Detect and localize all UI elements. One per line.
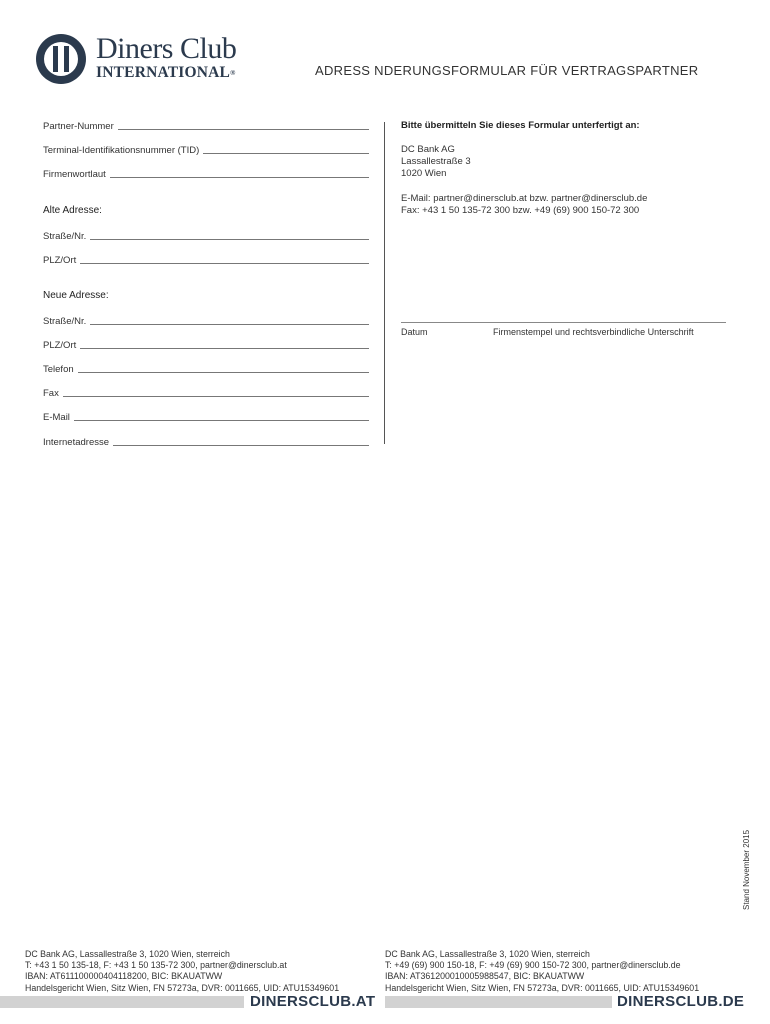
footer-band-at	[0, 996, 244, 1008]
neu-plz-field[interactable]: PLZ/Ort	[43, 337, 369, 351]
fax-field[interactable]: Fax	[43, 385, 369, 399]
footer-at-line: Handelsgericht Wien, Sitz Wien, FN 57273a, DVR: 0011665, UID: ATU15349601	[25, 982, 340, 993]
email-field[interactable]: E-Mail	[43, 409, 369, 423]
alt-strasse-field[interactable]: Straße/Nr.	[43, 228, 369, 242]
firmenwortlaut-field[interactable]: Firmenwortlaut	[43, 166, 369, 180]
footer-at-line: IBAN: AT611100000404118200, BIC: BKAUATWW	[25, 971, 223, 982]
footer-de-line: Handelsgericht Wien, Sitz Wien, FN 57273a, DVR: 0011665, UID: ATU15349601	[385, 982, 700, 993]
page-title: ADRESS NDERUNGSFORMULAR FÜR VERTRAGSPARTNER	[315, 63, 699, 78]
contact-email[interactable]: E-Mail: partner@dinersclub.at bzw. partner@dinersclub.de	[401, 193, 648, 204]
footer-band-de	[385, 996, 612, 1008]
footer-de-line: DC Bank AG, Lassallestraße 3, 1020 Wien, sterreich	[385, 949, 590, 959]
alte-adresse-heading: Alte Adresse:	[43, 205, 102, 216]
tid-field[interactable]: Terminal-Identifikationsnummer (TID)	[43, 142, 369, 156]
address-line: DC Bank AG	[401, 144, 455, 155]
datum-label: Datum	[401, 327, 428, 337]
address-line: Lassallestraße 3	[401, 156, 471, 167]
logo-line2: INTERNATIONAL®	[96, 64, 236, 81]
alt-plz-field[interactable]: PLZ/Ort	[43, 252, 369, 266]
instructions-heading: Bitte übermitteln Sie dieses Formular unterfertigt an:	[401, 120, 640, 131]
stand-date: Stand November 2015	[742, 829, 751, 910]
signature-line[interactable]	[401, 322, 726, 323]
footer-at	[25, 949, 339, 994]
address-line: 1020 Wien	[401, 168, 447, 179]
footer-de-line: IBAN: AT361200010005988547, BIC: BKAUATWW	[385, 971, 585, 982]
internetadresse-field[interactable]: Internetadresse	[43, 434, 369, 448]
telefon-field[interactable]: Telefon	[43, 361, 369, 375]
neue-adresse-heading: Neue Adresse:	[43, 290, 109, 301]
brand-de-link[interactable]: DINERSCLUB.DE	[617, 993, 745, 1010]
recipient-contact	[401, 193, 647, 217]
brand-at-link[interactable]: DINERSCLUB.AT	[250, 993, 376, 1010]
logo-line1: Diners Club	[96, 32, 237, 65]
footer-at-line: DC Bank AG, Lassallestraße 3, 1020 Wien, sterreich	[25, 949, 230, 959]
neu-strasse-field[interactable]: Straße/Nr.	[43, 313, 369, 327]
recipient-address	[401, 144, 471, 180]
partner-nummer-field[interactable]: Partner-Nummer	[43, 118, 369, 132]
logo-wordmark	[96, 34, 236, 82]
footer-de	[385, 949, 699, 994]
footer-de-line: T: +49 (69) 900 150-18, F: +49 (69) 900 150-72 300, partner@dinersclub.de	[385, 960, 681, 971]
stempel-label: Firmenstempel und rechtsverbindliche Unterschrift	[493, 327, 694, 337]
footer-at-line: T: +43 1 50 135-18, F: +43 1 50 135-72 300, partner@dinersclub.at	[25, 960, 287, 971]
column-divider	[384, 122, 385, 444]
contact-fax: Fax: +43 1 50 135-72 300 bzw. +49 (69) 900 150-72 300	[401, 205, 640, 216]
